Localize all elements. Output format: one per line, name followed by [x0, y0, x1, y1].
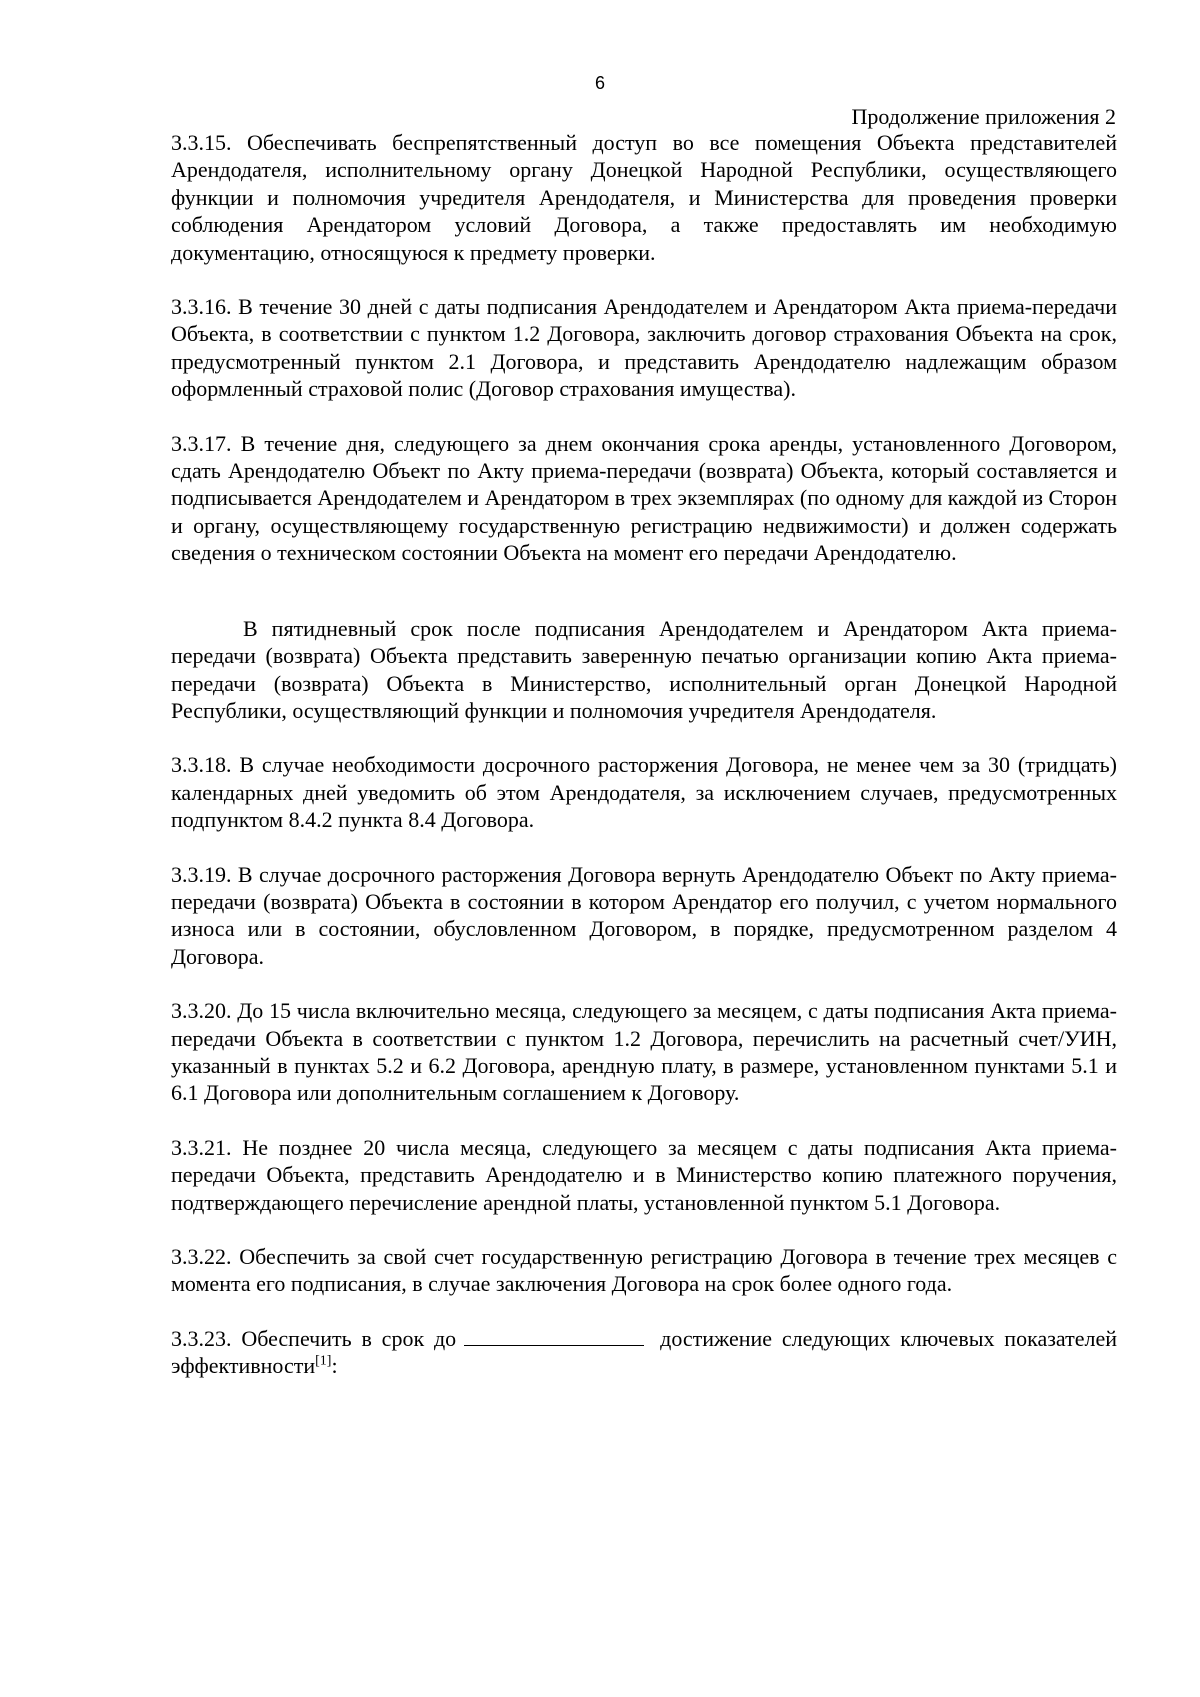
clause-3-3-21: 3.3.21. Не позднее 20 числа месяца, следующего за месяцем с даты подписания Акта приема-передачи Объекта, представить Арендодателю и в Министерство копию платежного поручения, подтверждающего перечисление арендной платы, установленной пунктом 5.1 Договора. [171, 1134, 1117, 1215]
page-number: 6 [594, 73, 605, 93]
date-blank-field [464, 1325, 644, 1346]
clause-3-3-15: 3.3.15. Обеспечивать беспрепятственный доступ во все помещения Объекта представителей Арендодателя, исполнительному органу Донецкой Народной Республики, осуществляющего функции и полномочия учредителя Арендодателя, и Министерства для проведения проверки соблюдения Арендатором условий Договора, а также предоставлять им необходимую документацию, относящуюся к предмету проверки. [171, 130, 1117, 265]
clause-3-3-18: 3.3.18. В случае необходимости досрочного расторжения Договора, не менее чем за 30 (тридцать) календарных дней уведомить об этом Арендодателя, за исключением случаев, предусмотренных подпунктом 8.4.2 пункта 8.4 Договора. [171, 752, 1117, 833]
clause-3-3-17-continuation: В пятидневный срок после подписания Арендодателем и Арендатором Акта приема-передачи (возврата) Объекта представить заверенную печатью организации копию Акта приема-передачи (возврата) Объекта в Министерство, исполнительный орган Донецкой Народной Республики, осуществляющий функции и полномочия учредителя Арендодателя. [171, 615, 1117, 723]
clause-3-3-23-lead: 3.3.23. Обеспечить в срок до [171, 1325, 457, 1351]
footnote-reference[interactable]: [1] [315, 1353, 332, 1369]
clause-3-3-23-trail: достижение следующих ключевых показателей эффективности [171, 1325, 1117, 1379]
clause-3-3-19: 3.3.19. В случае досрочного расторжения Договора вернуть Арендодателю Объект по Акту приема-передачи (возврата) Объекта в состоянии в котором Арендатор его получил, с учетом нормального износа или в состоянии, обусловленном Договором, в порядке, предусмотренном разделом 4 Договора. [171, 861, 1117, 969]
clause-3-3-23-end: : [331, 1353, 338, 1379]
clause-3-3-17: 3.3.17. В течение дня, следующего за днем окончания срока аренды, установленного Договором, сдать Арендодателю Объект по Акту приема-передачи (возврата) Объекта, который составляется и подписывается Арендодателем и Арендатором в трех экземплярах (по одному для каждой из Сторон и органу, осуществляющему государственную регистрацию недвижимости) и должен содержать сведения о техническом состоянии Объекта на момент его передачи Арендодателю. [171, 430, 1117, 566]
clause-3-3-22: 3.3.22. Обеспечить за свой счет государственную регистрацию Договора в течение трех месяцев с момента его подписания, в случае заключения Договора на срок более одного года. [171, 1244, 1117, 1297]
appendix-label: Продолжение приложения 2 [851, 104, 1116, 129]
document-body [171, 129, 1117, 1380]
clause-3-3-20: 3.3.20. До 15 числа включительно месяца, следующего за месяцем, с даты подписания Акта приема-передачи Объекта в соответствии с пунктом 1.2 Договора, перечислить на расчетный счет/УИН, указанный в пунктах 5.2 и 6.2 Договора, арендную плату, в размере, установленном пунктами 5.1 и 6.1 Договора или дополнительным соглашением к Договору. [171, 998, 1117, 1106]
clause-3-3-16: 3.3.16. В течение 30 дней с даты подписания Арендодателем и Арендатором Акта приема-передачи Объекта, в соответствии с пунктом 1.2 Договора, заключить договор страхования Объекта на срок, предусмотренный пунктом 2.1 Договора, и представить Арендодателю надлежащим образом оформленный страховой полис (Договор страхования имущества). [171, 294, 1117, 402]
clause-3-3-23 [171, 1325, 1117, 1380]
